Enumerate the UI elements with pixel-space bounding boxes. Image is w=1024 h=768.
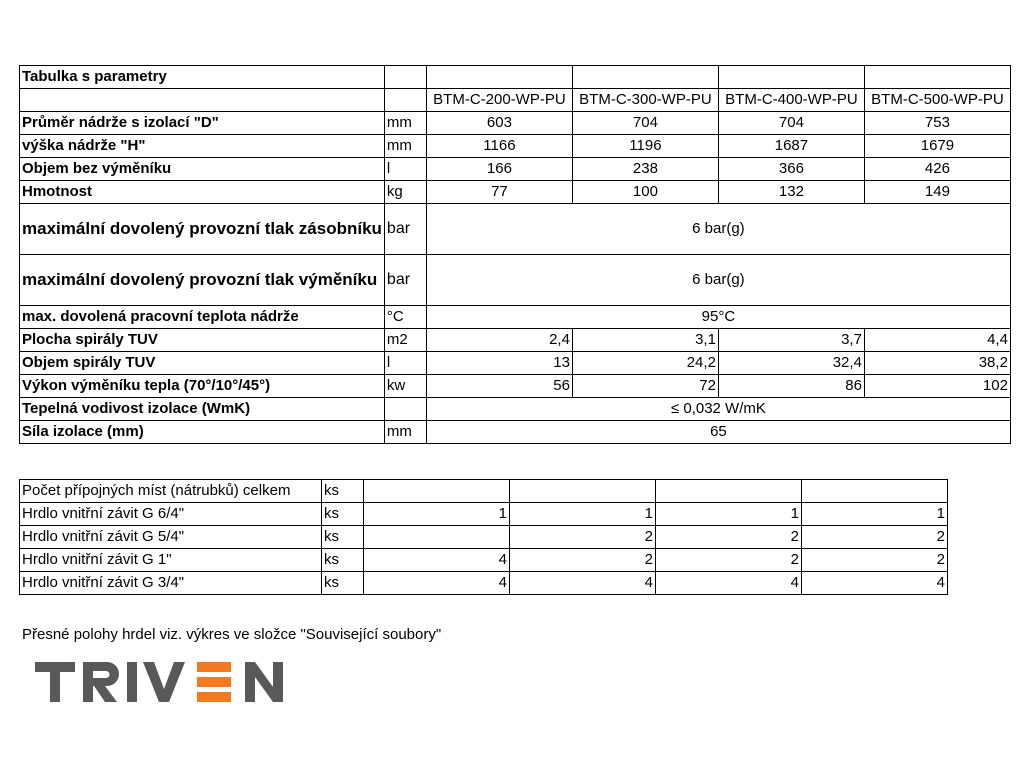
- table-row: [20, 572, 948, 595]
- cell-value: 2: [802, 549, 948, 572]
- table-row: [20, 135, 1011, 158]
- row-unit: l: [384, 352, 426, 375]
- table-row: [20, 526, 948, 549]
- row-label: Průměr nádrže s izolací "D": [20, 112, 385, 135]
- model-header-row: [20, 89, 1011, 112]
- row-label: Plocha spirály TUV: [20, 329, 385, 352]
- model-name: BTM-C-300-WP-PU: [572, 89, 718, 112]
- merged-value: ≤ 0,032 W/mK: [426, 398, 1010, 421]
- row-label: Hrdlo vnitřní závit G 1": [20, 549, 322, 572]
- footnote: Přesné polohy hrdel viz. výkres ve složce "Související soubory": [22, 626, 442, 643]
- cell-value: 38,2: [864, 352, 1010, 375]
- row-unit: mm: [384, 135, 426, 158]
- ports-table: [19, 479, 948, 595]
- cell-value: 1: [656, 503, 802, 526]
- cell-value: 1: [510, 503, 656, 526]
- merged-value: 95°C: [426, 306, 1010, 329]
- model-name: BTM-C-400-WP-PU: [718, 89, 864, 112]
- row-unit: ks: [322, 526, 364, 549]
- table-row: [20, 549, 948, 572]
- row-unit: bar: [384, 204, 426, 255]
- table-row: [20, 181, 1011, 204]
- table-row: [20, 398, 1011, 421]
- table-row: [20, 255, 1011, 306]
- cell-value: 4: [364, 549, 510, 572]
- row-label: Hrdlo vnitřní závit G 5/4": [20, 526, 322, 549]
- row-label: max. dovolená pracovní teplota nádrže: [20, 306, 385, 329]
- table-row: [20, 352, 1011, 375]
- cell-value: 704: [572, 112, 718, 135]
- row-label: Hrdlo vnitřní závit G 3/4": [20, 572, 322, 595]
- cell-value: 2: [656, 549, 802, 572]
- cell-value: 72: [572, 375, 718, 398]
- row-unit: mm: [384, 112, 426, 135]
- merged-value: 6 bar(g): [426, 204, 1010, 255]
- row-label: Síla izolace (mm): [20, 421, 385, 444]
- cell-value: 4: [510, 572, 656, 595]
- cell-value: 4,4: [864, 329, 1010, 352]
- cell-value: 1196: [572, 135, 718, 158]
- cell-value: 238: [572, 158, 718, 181]
- row-label: maximální dovolený provozní tlak výměníku: [20, 255, 385, 306]
- table-row: [20, 329, 1011, 352]
- row-unit: m2: [384, 329, 426, 352]
- cell-value: 603: [426, 112, 572, 135]
- triven-logo: [35, 652, 293, 712]
- cell-value: 149: [864, 181, 1010, 204]
- table-row: [20, 158, 1011, 181]
- row-label: Objem spirály TUV: [20, 352, 385, 375]
- cell-value: 100: [572, 181, 718, 204]
- cell-value: 1: [364, 503, 510, 526]
- table-title: Tabulka s parametry: [20, 66, 385, 89]
- cell-value: 1: [802, 503, 948, 526]
- cell-value: 704: [718, 112, 864, 135]
- row-unit: bar: [384, 255, 426, 306]
- cell-value: 2: [656, 526, 802, 549]
- cell-value: 102: [864, 375, 1010, 398]
- row-unit: l: [384, 158, 426, 181]
- row-label: Hmotnost: [20, 181, 385, 204]
- cell-value: 86: [718, 375, 864, 398]
- cell-value: 1166: [426, 135, 572, 158]
- table-row: [20, 306, 1011, 329]
- cell-value: 4: [802, 572, 948, 595]
- table-row: [20, 112, 1011, 135]
- row-label: Tepelná vodivost izolace (WmK): [20, 398, 385, 421]
- cell-value: 366: [718, 158, 864, 181]
- row-unit: [384, 398, 426, 421]
- merged-value: 65: [426, 421, 1010, 444]
- model-name: BTM-C-500-WP-PU: [864, 89, 1010, 112]
- parameters-table: [19, 65, 1011, 444]
- row-unit: ks: [322, 480, 364, 503]
- cell-value: 24,2: [572, 352, 718, 375]
- logo-letters: [35, 662, 283, 702]
- row-unit: ks: [322, 503, 364, 526]
- row-label: Výkon výměníku tepla (70°/10°/45°): [20, 375, 385, 398]
- ports-header-row: [20, 480, 948, 503]
- cell-value: 4: [364, 572, 510, 595]
- table-row: [20, 421, 1011, 444]
- row-unit: kg: [384, 181, 426, 204]
- row-label: Objem bez výměníku: [20, 158, 385, 181]
- cell-value: 13: [426, 352, 572, 375]
- table-row: [20, 375, 1011, 398]
- logo-e-bars: [197, 662, 231, 702]
- cell-value: 3,7: [718, 329, 864, 352]
- cell-value: 1679: [864, 135, 1010, 158]
- cell-value: 32,4: [718, 352, 864, 375]
- cell-value: 3,1: [572, 329, 718, 352]
- merged-value: 6 bar(g): [426, 255, 1010, 306]
- table-title-row: [20, 66, 1011, 89]
- cell-value: 1687: [718, 135, 864, 158]
- row-unit: °C: [384, 306, 426, 329]
- row-unit: mm: [384, 421, 426, 444]
- cell-value: [364, 526, 510, 549]
- cell-value: 77: [426, 181, 572, 204]
- cell-value: 166: [426, 158, 572, 181]
- row-label: Hrdlo vnitřní závit G 6/4": [20, 503, 322, 526]
- row-label: výška nádrže "H": [20, 135, 385, 158]
- cell-value: 426: [864, 158, 1010, 181]
- row-unit: ks: [322, 549, 364, 572]
- model-name: BTM-C-200-WP-PU: [426, 89, 572, 112]
- cell-value: 56: [426, 375, 572, 398]
- cell-value: 2: [510, 549, 656, 572]
- cell-value: 132: [718, 181, 864, 204]
- cell-value: 4: [656, 572, 802, 595]
- table-row: [20, 204, 1011, 255]
- table-row: [20, 503, 948, 526]
- cell-value: 753: [864, 112, 1010, 135]
- row-unit: ks: [322, 572, 364, 595]
- cell-value: 2,4: [426, 329, 572, 352]
- row-label: maximální dovolený provozní tlak zásobníku: [20, 204, 385, 255]
- cell-value: 2: [510, 526, 656, 549]
- row-label: Počet přípojných míst (nátrubků) celkem: [20, 480, 322, 503]
- row-unit: kw: [384, 375, 426, 398]
- cell-value: 2: [802, 526, 948, 549]
